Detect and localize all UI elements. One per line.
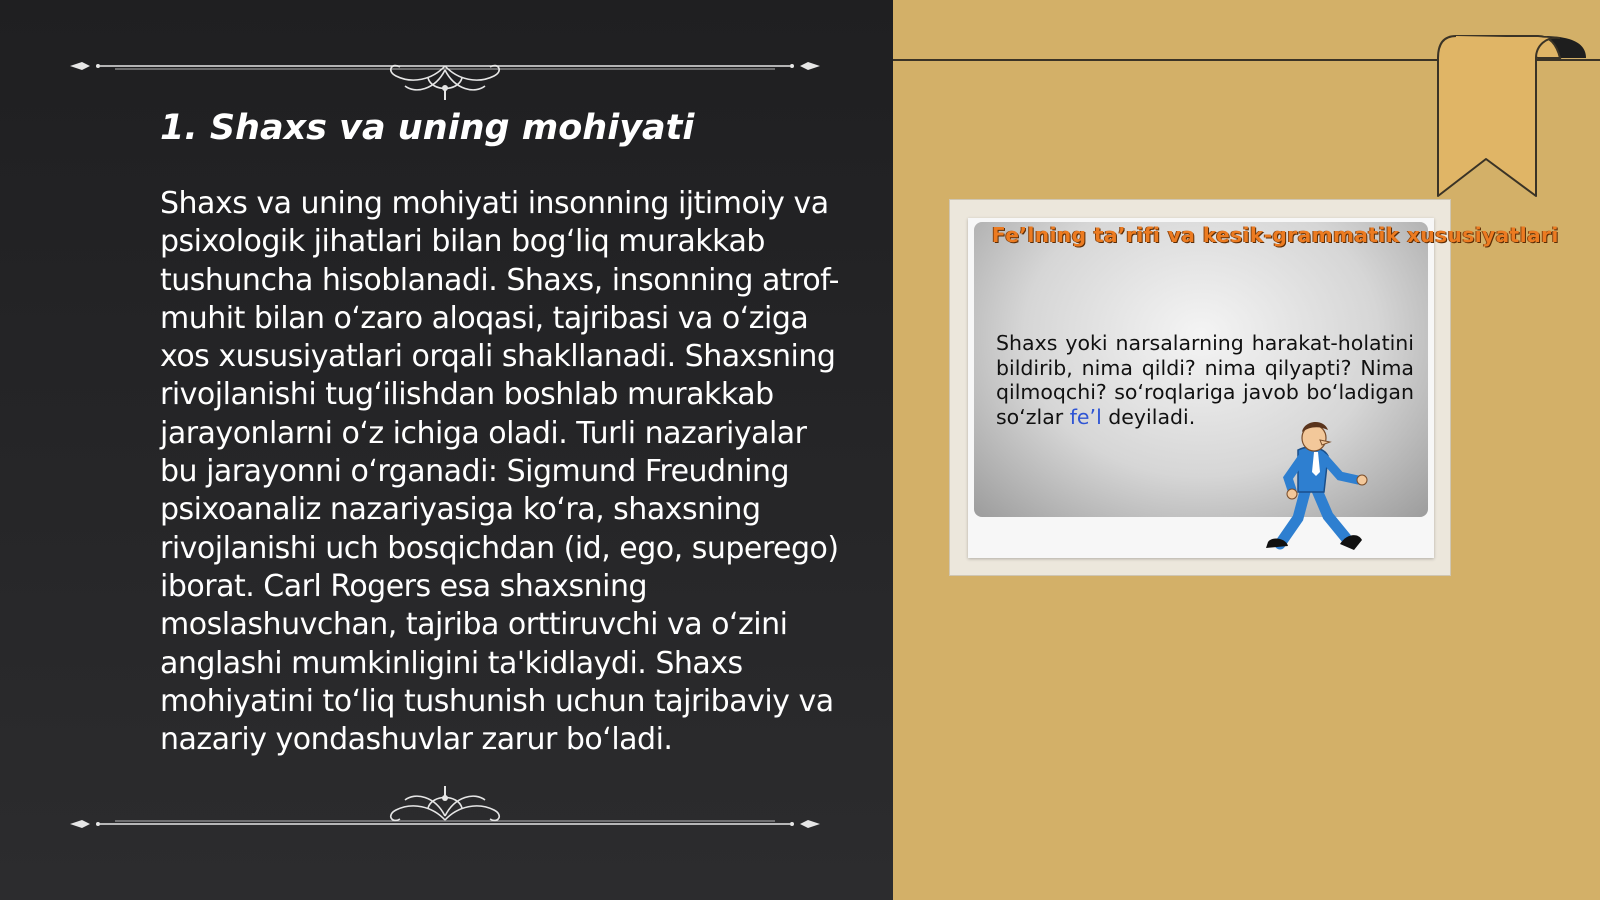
top-ornament-divider: [60, 40, 830, 100]
ribbon-bookmark-icon: [1436, 36, 1596, 201]
image-card: [968, 218, 1559, 558]
image-card-title: Fe’lning ta’rifi va kesik-grammatik xususiyatlari: [992, 223, 1559, 247]
image-card-text: [996, 331, 1414, 429]
image-card-term: fe’l: [1069, 404, 1102, 429]
image-card-text-end: deyiladi.: [1108, 404, 1196, 429]
image-frame: [950, 200, 1559, 575]
image-card-definition: Shaxs yoki narsalarning harakat-holatini bildirib, nima qildi? nima qilyapti? Nima qilmoqchi? so‘roqlariga javob bo‘ladigan so‘zlar: [996, 331, 1414, 429]
walking-man-illustration: [1258, 418, 1388, 558]
slide-body-text: Shaxs va uning mohiyati insonning ijtimoiy va psixologik jihatlari bilan bog‘liq murakkab tushuncha hisoblanadi. Shaxs, insonning atrof-muhit bilan o‘zaro aloqasi, tajribasi va o‘ziga xos xususiyatlari orqali shakllanadi. Shaxsning rivojlanishi tug‘ilishdan boshlab murakkab jarayonlarni o‘z ichiga oladi. Turli nazariyalar bu jarayonni o‘rganadi: Sigmund Freudning psixoanaliz nazariyasiga ko‘ra, shaxsning rivojlanishi uch bosqichdan (id, ego, superego) iborat. Carl Rogers esa shaxsning moslashuvchan, tajriba orttiruvchi va o‘zini anglashi mumkinligini ta'kidlaydi. Shaxs mohiyatini to‘liq tushunish uchun tajribaviy va nazariy yondashuvlar zarur bo‘ladi.: [160, 186, 839, 758]
bottom-ornament-divider: [60, 770, 830, 830]
slide-title: 1. Shaxs va uning mohiyati: [160, 108, 695, 148]
